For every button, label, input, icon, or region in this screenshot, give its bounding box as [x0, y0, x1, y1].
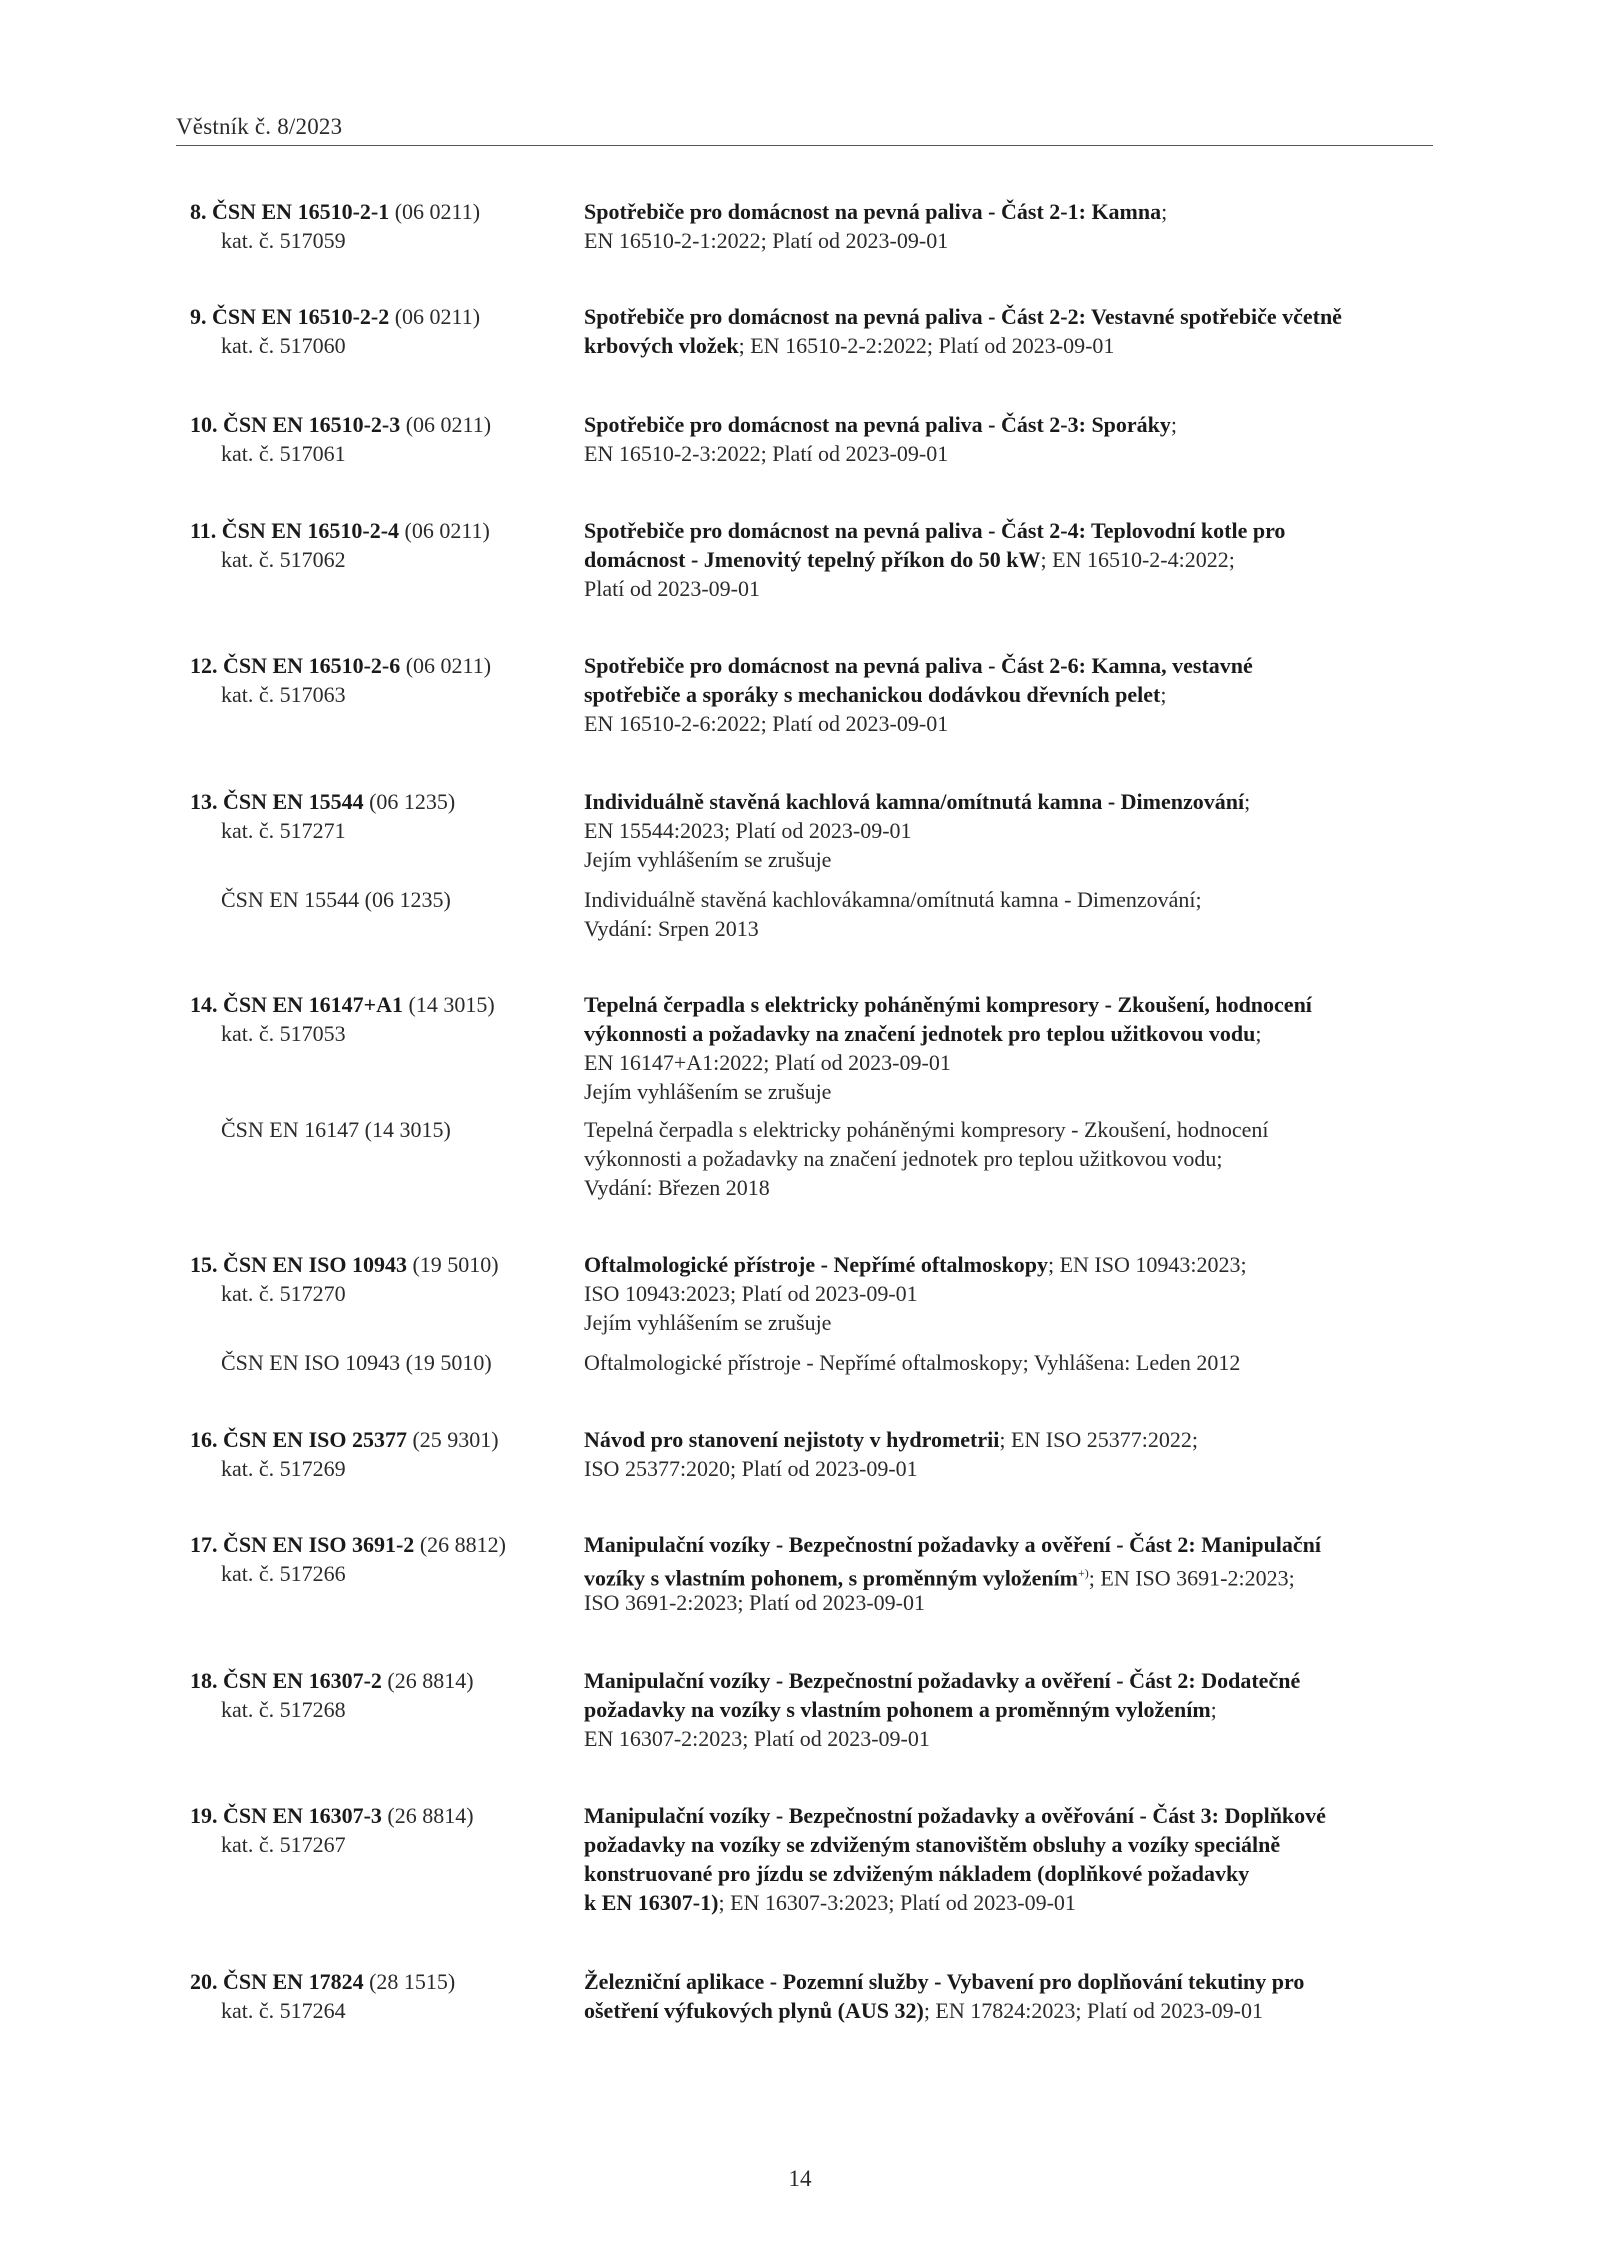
standard-title: konstruované pro jízdu se zdviženým nákladem (doplňkové požadavky	[584, 1861, 1250, 1886]
standard-title-line	[584, 1830, 1280, 1859]
standard-details: Platí od 2023-09-01	[584, 576, 760, 601]
standard-code: ČSN EN 16147+A1	[223, 992, 403, 1017]
standard-title-line	[584, 545, 1235, 574]
standard-title: ošetření výfukových plynů (AUS 32)	[584, 1998, 924, 2023]
standard-title-line	[584, 816, 912, 845]
standard-number: 16.	[190, 1427, 218, 1452]
catalog-number: kat. č. 517266	[221, 1561, 346, 1586]
standard-title: krbových vložek	[584, 333, 739, 358]
standard-title-line	[584, 680, 1166, 709]
standard-designation	[190, 1666, 474, 1695]
standard-details: ;	[1255, 1021, 1262, 1046]
standard-designation	[190, 1967, 455, 1996]
standard-code: ČSN EN ISO 3691-2	[223, 1532, 415, 1557]
standard-details: ;	[1160, 682, 1167, 707]
classification-code: (19 5010)	[412, 1252, 499, 1277]
standard-code: ČSN EN 15544	[223, 789, 364, 814]
standard-number: 14.	[190, 992, 218, 1017]
classification-code: (25 9301)	[412, 1427, 499, 1452]
catalog-number: kat. č. 517062	[221, 547, 346, 572]
classification-code: (06 0211)	[404, 518, 490, 543]
classification-code: (06 0211)	[405, 412, 492, 437]
standard-title: vozíky s vlastním pohonem, s proměnným vyložením	[584, 1565, 1079, 1591]
standard-details: ;	[1210, 1697, 1217, 1722]
standard-title-line	[584, 1115, 1269, 1144]
standard-designation	[190, 1425, 499, 1454]
standard-code: ČSN EN 16510-2-4	[221, 518, 400, 543]
footnote-marker: +)	[1078, 1566, 1089, 1580]
standard-title-line	[584, 1530, 1321, 1559]
standard-title-line	[584, 1996, 1263, 2025]
standard-designation	[190, 302, 480, 331]
standard-title-line	[584, 651, 1253, 680]
standard-title: výkonnosti a požadavky na značení jednotek pro teplou užitkovou vodu	[584, 1021, 1256, 1046]
standard-details: ;	[1170, 412, 1178, 437]
header-divider	[176, 145, 1433, 146]
standard-code: ČSN EN 16510-2-3	[223, 412, 401, 437]
standard-title-line	[584, 1695, 1217, 1724]
standard-details: Oftalmologické přístroje - Nepřímé oftalmoskopy; Vyhlášena: Leden 2012	[584, 1350, 1241, 1375]
standard-title: Oftalmologické přístroje - Nepřímé oftalmoskopy	[584, 1252, 1048, 1277]
standard-code: ČSN EN 16307-2	[223, 1668, 382, 1693]
standard-number: 11.	[190, 518, 217, 543]
standard-details: ; EN ISO 10943:2023;	[1047, 1252, 1247, 1277]
standard-details: ISO 3691-2:2023; Platí od 2023-09-01	[584, 1590, 925, 1615]
page-number: 14	[788, 2166, 812, 2191]
catalog-number: kat. č. 517063	[221, 682, 346, 707]
standard-title: Návod pro stanovení nejistoty v hydrometrii	[584, 1427, 1000, 1452]
standard-title-line	[584, 1173, 770, 1202]
standard-title-line	[584, 1454, 918, 1483]
standard-title-line	[584, 1250, 1247, 1279]
standard-title: Spotřebiče pro domácnost na pevná paliva - Část 2-1: Kamna	[584, 199, 1162, 224]
standard-title: požadavky na vozíky s vlastním pohonem a proměnným vyložením	[584, 1697, 1211, 1722]
standard-designation	[190, 1801, 474, 1830]
standard-details: ISO 10943:2023; Platí od 2023-09-01	[584, 1281, 918, 1306]
standard-title-line	[584, 914, 759, 943]
standard-title-line	[584, 1308, 831, 1337]
standard-number: 19.	[190, 1803, 218, 1828]
catalog-number: kat. č. 517271	[221, 818, 346, 843]
standard-code: ČSN EN 16510-2-2	[212, 304, 390, 329]
standard-details: Tepelná čerpadla s elektricky poháněnými kompresory - Zkoušení, hodnocení	[584, 1117, 1269, 1142]
standard-details: ; EN ISO 25377:2022;	[999, 1427, 1198, 1452]
catalog-number: kat. č. 517264	[221, 1998, 346, 2023]
standard-title: Manipulační vozíky - Bezpečnostní požadavky a ověření - Část 2: Dodatečné	[584, 1668, 1301, 1693]
standard-designation	[190, 787, 455, 816]
standard-number: 15.	[190, 1252, 218, 1277]
standard-title: Individuálně stavěná kachlová kamna/omítnutá kamna - Dimenzování	[584, 789, 1245, 814]
classification-code: (06 0211)	[394, 199, 481, 224]
standard-title-line	[584, 410, 1177, 439]
standard-details: Individuálně stavěná kachlovákamna/omítnutá kamna - Dimenzování;	[584, 887, 1202, 912]
classification-code: (26 8812)	[419, 1532, 506, 1557]
standard-details: ISO 25377:2020; Platí od 2023-09-01	[584, 1456, 918, 1481]
catalog-number: kat. č. 517053	[221, 1021, 346, 1046]
standard-details: ; EN 16510-2-2:2022; Platí od 2023-09-01	[738, 333, 1115, 358]
standard-title-line	[584, 1801, 1326, 1830]
standard-details: EN 15544:2023; Platí od 2023-09-01	[584, 818, 912, 843]
standard-number: 20.	[190, 1969, 218, 1994]
standard-designation	[190, 651, 491, 680]
standard-title-line	[584, 1724, 930, 1753]
standard-title: Tepelná čerpadla s elektricky poháněnými kompresory - Zkoušení, hodnocení	[584, 992, 1312, 1017]
standard-code: ČSN EN ISO 10943	[223, 1252, 407, 1277]
standard-code: ČSN EN 16307-3	[223, 1803, 382, 1828]
standard-details: ; EN 17824:2023; Platí od 2023-09-01	[923, 1998, 1263, 2023]
standard-title: požadavky na vozíky se zdviženým stanovištěm obsluhy a vozíky speciálně	[584, 1832, 1281, 1857]
standard-title-line	[584, 1425, 1198, 1454]
replaced-standard: ČSN EN 16147 (14 3015)	[221, 1117, 451, 1142]
replaced-standard: ČSN EN ISO 10943 (19 5010)	[221, 1350, 492, 1375]
standard-title-line	[584, 1348, 1240, 1377]
standard-number: 9.	[190, 304, 207, 329]
standard-title: Spotřebiče pro domácnost na pevná paliva - Část 2-6: Kamna, vestavné	[584, 653, 1253, 678]
standard-designation	[190, 197, 480, 226]
replaced-standard: ČSN EN 15544 (06 1235)	[221, 887, 451, 912]
standard-title: domácnost - Jmenovitý tepelný příkon do 50 kW	[584, 547, 1041, 572]
catalog-number: kat. č. 517267	[221, 1832, 346, 1857]
standard-code: ČSN EN 17824	[223, 1969, 364, 1994]
standard-code: ČSN EN 16510-2-6	[223, 653, 401, 678]
standard-title-line	[584, 845, 831, 874]
standard-details: EN 16510-2-3:2022; Platí od 2023-09-01	[584, 441, 949, 466]
standard-title: Manipulační vozíky - Bezpečnostní požadavky a ověření - Část 2: Manipulační	[584, 1532, 1322, 1557]
standard-title-line	[584, 1019, 1261, 1048]
standard-title: Spotřebiče pro domácnost na pevná paliva - Část 2-3: Sporáky	[584, 412, 1171, 437]
standard-title-line	[584, 574, 760, 603]
standard-details: Vydání: Březen 2018	[584, 1175, 770, 1200]
classification-code: (26 8814)	[387, 1803, 474, 1828]
standard-number: 12.	[190, 653, 218, 678]
standard-details: výkonnosti a požadavky na značení jednotek pro teplou užitkovou vodu;	[584, 1146, 1223, 1171]
classification-code: (06 0211)	[394, 304, 481, 329]
standard-details: ; EN 16510-2-4:2022;	[1040, 547, 1235, 572]
standard-title-line	[584, 990, 1312, 1019]
standard-details: Jejím vyhlášením se zrušuje	[584, 1310, 832, 1335]
classification-code: (26 8814)	[387, 1668, 474, 1693]
standard-title-line	[584, 1588, 925, 1617]
standard-title-line	[584, 1077, 831, 1106]
standard-title: Spotřebiče pro domácnost na pevná paliva - Část 2-2: Vestavné spotřebiče včetně	[584, 304, 1342, 329]
standard-number: 13.	[190, 789, 218, 814]
standard-title-line	[584, 1144, 1222, 1173]
classification-code: (14 3015)	[408, 992, 495, 1017]
catalog-number: kat. č. 517059	[221, 228, 346, 253]
standard-code: ČSN EN ISO 25377	[223, 1427, 407, 1452]
classification-code: (06 1235)	[369, 789, 456, 814]
standard-designation	[190, 990, 495, 1019]
standard-number: 17.	[190, 1532, 218, 1557]
standard-title: k EN 16307-1)	[584, 1890, 719, 1915]
standard-designation	[190, 410, 491, 439]
standard-details: EN 16510-2-6:2022; Platí od 2023-09-01	[584, 711, 949, 736]
standard-title-line	[584, 1888, 1076, 1917]
standard-title: Manipulační vozíky - Bezpečnostní požadavky a ověřování - Část 3: Doplňkové	[584, 1803, 1326, 1828]
standard-title-line	[584, 197, 1167, 226]
standard-title-line	[584, 226, 948, 255]
catalog-number: kat. č. 517061	[221, 441, 346, 466]
standard-title-line	[584, 885, 1202, 914]
standard-details: EN 16510-2-1:2022; Platí od 2023-09-01	[584, 228, 949, 253]
standard-designation	[190, 1530, 506, 1559]
standard-title-line	[584, 516, 1285, 545]
classification-code: (06 0211)	[405, 653, 492, 678]
standard-code: ČSN EN 16510-2-1	[212, 199, 390, 224]
standard-details: ; EN 16307-3:2023; Platí od 2023-09-01	[718, 1890, 1076, 1915]
standard-title-line	[584, 1666, 1300, 1695]
standard-title-line	[584, 302, 1342, 331]
standard-title-line	[584, 1859, 1249, 1888]
standard-designation	[190, 516, 490, 545]
standard-details: Jejím vyhlášením se zrušuje	[584, 847, 832, 872]
standard-details: Jejím vyhlášením se zrušuje	[584, 1079, 832, 1104]
catalog-number: kat. č. 517270	[221, 1281, 346, 1306]
standard-title-line	[584, 1048, 951, 1077]
standard-title-line	[584, 709, 948, 738]
standard-number: 8.	[190, 199, 207, 224]
standard-details: EN 16307-2:2023; Platí od 2023-09-01	[584, 1726, 930, 1751]
standard-title: spotřebiče a sporáky s mechanickou dodávkou dřevních pelet	[584, 682, 1161, 707]
standard-title-line	[584, 1967, 1304, 1996]
catalog-number: kat. č. 517268	[221, 1697, 346, 1722]
standard-title: Železniční aplikace - Pozemní služby - Vybavení pro doplňování tekutiny pro	[584, 1969, 1305, 1994]
standard-title-line	[584, 439, 948, 468]
standard-designation	[190, 1250, 499, 1279]
standard-title-line	[584, 1279, 918, 1308]
standard-title-line	[584, 331, 1114, 360]
standard-details: ;	[1161, 199, 1168, 224]
standard-title-line	[584, 787, 1250, 816]
classification-code: (28 1515)	[369, 1969, 456, 1994]
catalog-number: kat. č. 517269	[221, 1456, 346, 1481]
standard-number: 10.	[190, 412, 218, 437]
standard-details: ;	[1244, 789, 1251, 814]
standard-title: Spotřebiče pro domácnost na pevná paliva - Část 2-4: Teplovodní kotle pro	[584, 518, 1286, 543]
standard-details: Vydání: Srpen 2013	[584, 916, 759, 941]
standard-number: 18.	[190, 1668, 218, 1693]
standard-details: EN 16147+A1:2022; Platí od 2023-09-01	[584, 1050, 951, 1075]
standard-details: ; EN ISO 3691-2:2023;	[1088, 1565, 1295, 1591]
catalog-number: kat. č. 517060	[221, 333, 346, 358]
bulletin-header: Věstník č. 8/2023	[176, 114, 343, 139]
